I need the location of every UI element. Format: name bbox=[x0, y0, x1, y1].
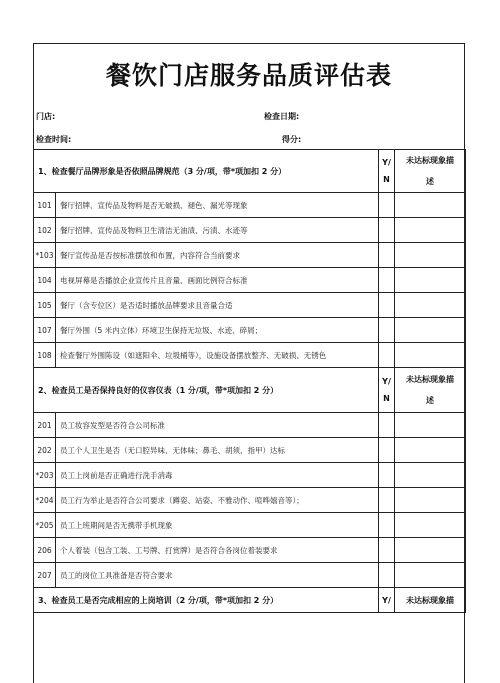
item-text: 餐厅（含专位区）是否适时播放品牌要求且音量合适 bbox=[56, 293, 379, 318]
meta-row-2 bbox=[34, 127, 464, 150]
item-number: 104 bbox=[34, 268, 56, 293]
yn-cell[interactable] bbox=[379, 488, 395, 513]
meta-row-1 bbox=[34, 104, 464, 127]
failure-description-header: 未达标现象描 bbox=[395, 588, 466, 613]
item-text: 员工上岗前是否正确进行洗手消毒 bbox=[56, 463, 379, 488]
yn-column-header: Y/ N bbox=[379, 368, 395, 413]
item-number: 201 bbox=[34, 413, 56, 438]
item-number: 107 bbox=[34, 318, 56, 343]
table-row bbox=[34, 218, 466, 243]
yn-cell[interactable] bbox=[379, 463, 395, 488]
item-number: 101 bbox=[34, 193, 56, 218]
yn-cell[interactable] bbox=[379, 538, 395, 563]
failure-description-cell[interactable] bbox=[395, 218, 466, 243]
yn-cell[interactable] bbox=[379, 193, 395, 218]
yn-cell[interactable] bbox=[379, 243, 395, 268]
failure-description-cell[interactable] bbox=[395, 538, 466, 563]
score-label: 得分: bbox=[282, 135, 302, 144]
table-row bbox=[34, 563, 466, 588]
table-row bbox=[34, 193, 466, 218]
checklist-table bbox=[33, 149, 466, 613]
yn-column-header: Y/ bbox=[379, 588, 395, 613]
item-text: 电视屏幕是否播放企业宣传片且音量、画面比例符合标准 bbox=[56, 268, 379, 293]
section-header-row bbox=[34, 588, 466, 613]
item-text: 检查餐厅外围陈设（如遮阳伞、垃圾桶等），设施设备摆放整齐、无破损、无锈色 bbox=[56, 343, 379, 368]
yn-column-header: Y/ N bbox=[379, 150, 395, 193]
yn-cell[interactable] bbox=[379, 343, 395, 368]
table-row bbox=[34, 318, 466, 343]
item-text: 餐厅外围（5 米内立体）环境卫生保持无垃圾、水迹、碎屑； bbox=[56, 318, 379, 343]
item-number: *205 bbox=[34, 513, 56, 538]
item-number: 108 bbox=[34, 343, 56, 368]
table-row bbox=[34, 343, 466, 368]
inspection-time-label: 检查时间: bbox=[36, 135, 72, 144]
yn-cell[interactable] bbox=[379, 413, 395, 438]
yn-cell[interactable] bbox=[379, 293, 395, 318]
form-title: 餐饮门店服务品质评估表 bbox=[105, 61, 392, 90]
item-number: 102 bbox=[34, 218, 56, 243]
failure-description-cell[interactable] bbox=[395, 318, 466, 343]
yn-cell[interactable] bbox=[379, 218, 395, 243]
item-text: 员工上班期间是否无携带手机现象 bbox=[56, 513, 379, 538]
failure-description-cell[interactable] bbox=[395, 268, 466, 293]
item-number: *203 bbox=[34, 463, 56, 488]
item-text: 餐厅招牌、宣传品及物料是否无破损、褪色、漏光等现象 bbox=[56, 193, 379, 218]
table-row bbox=[34, 413, 466, 438]
item-text: 员工行为举止是否符合公司要求（蹲姿、站姿、不雅动作、喧哗嬉音等）； bbox=[56, 488, 379, 513]
table-row bbox=[34, 513, 466, 538]
table-row bbox=[34, 243, 466, 268]
table-row bbox=[34, 438, 466, 463]
item-number: 202 bbox=[34, 438, 56, 463]
failure-description-cell[interactable] bbox=[395, 343, 466, 368]
item-text: 个人着装（包含工装、工号牌、打赏牌）是否符合各岗位着装要求 bbox=[56, 538, 379, 563]
failure-description-cell[interactable] bbox=[395, 563, 466, 588]
inspection-date-label: 检查日期: bbox=[264, 112, 300, 121]
yn-cell[interactable] bbox=[379, 513, 395, 538]
failure-description-cell[interactable] bbox=[395, 293, 466, 318]
yn-cell[interactable] bbox=[379, 438, 395, 463]
item-number: *204 bbox=[34, 488, 56, 513]
section-title: 3、检查员工是否完成相应的上岗培训（2 分/项，带*项加扣 2 分） bbox=[34, 588, 379, 613]
item-text: 餐厅宣传品是否按标准摆放和布置，内容符合当前要求 bbox=[56, 243, 379, 268]
store-label: 门店: bbox=[36, 112, 56, 121]
yn-cell[interactable] bbox=[379, 268, 395, 293]
yn-cell[interactable] bbox=[379, 563, 395, 588]
failure-description-header: 未达标现象描 述 bbox=[395, 150, 466, 193]
failure-description-cell[interactable] bbox=[395, 513, 466, 538]
section-title: 1、检查餐厅品牌形象是否依照品牌规范（3 分/项，带*项加扣 2 分） bbox=[34, 150, 379, 193]
failure-description-cell[interactable] bbox=[395, 413, 466, 438]
failure-description-cell[interactable] bbox=[395, 488, 466, 513]
item-text: 员工妆容发型是否符合公司标准 bbox=[56, 413, 379, 438]
table-row bbox=[34, 538, 466, 563]
failure-description-cell[interactable] bbox=[395, 463, 466, 488]
failure-description-header: 未达标现象描 述 bbox=[395, 368, 466, 413]
table-row bbox=[34, 488, 466, 513]
failure-description-cell[interactable] bbox=[395, 193, 466, 218]
table-row bbox=[34, 293, 466, 318]
failure-description-cell[interactable] bbox=[395, 438, 466, 463]
section-title: 2、检查员工是否保持良好的仪容仪表（1 分/项，带*项加扣 2 分） bbox=[34, 368, 379, 413]
item-text: 餐厅招牌、宣传品及物料卫生清洁无油渍、污渍、水迹等 bbox=[56, 218, 379, 243]
section-header-row bbox=[34, 368, 466, 413]
item-number: 206 bbox=[34, 538, 56, 563]
table-row bbox=[34, 268, 466, 293]
failure-description-cell[interactable] bbox=[395, 243, 466, 268]
item-number: 207 bbox=[34, 563, 56, 588]
evaluation-form bbox=[33, 43, 465, 683]
item-number: 105 bbox=[34, 293, 56, 318]
item-text: 员工的岗位工具准备是否符合要求 bbox=[56, 563, 379, 588]
section-header-row bbox=[34, 150, 466, 193]
item-text: 员工个人卫生是否（无口腔异味、无体味；鼻毛、胡须、指甲）达标 bbox=[56, 438, 379, 463]
table-row bbox=[34, 463, 466, 488]
yn-cell[interactable] bbox=[379, 318, 395, 343]
item-number: *103 bbox=[34, 243, 56, 268]
